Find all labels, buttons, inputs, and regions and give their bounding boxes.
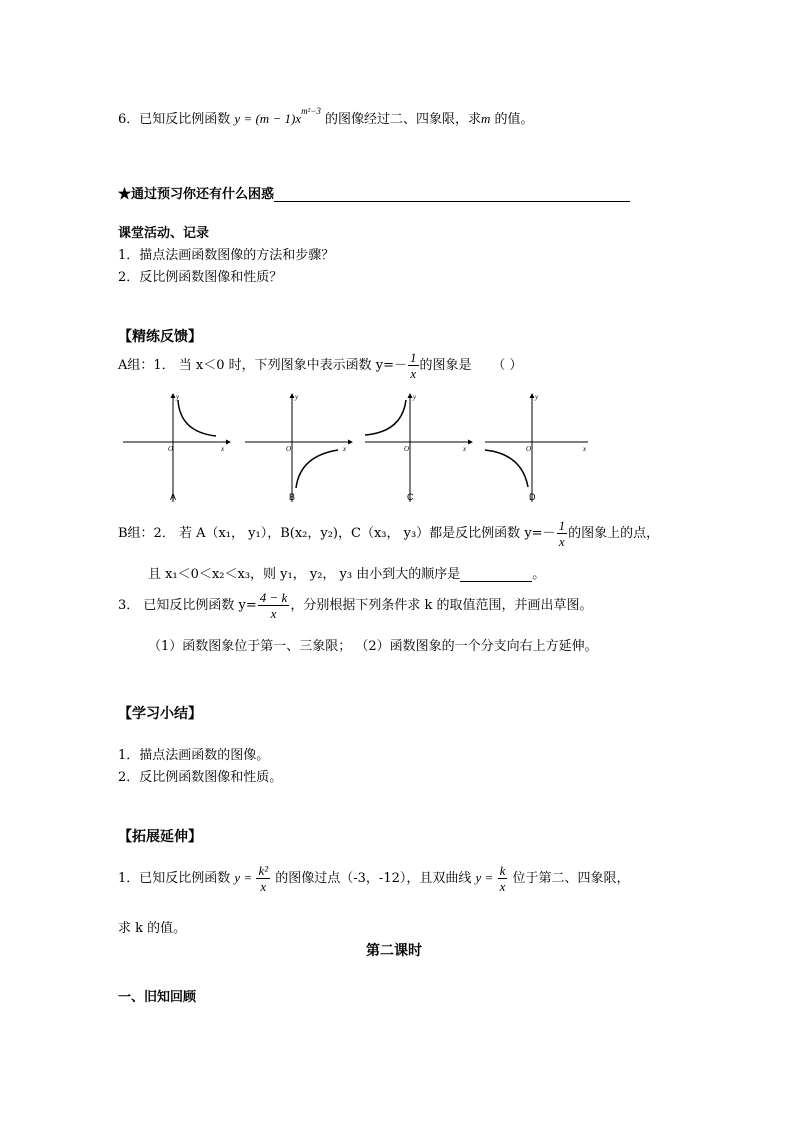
q6-suffix: 的图像经过二、四象限，求 — [320, 112, 481, 127]
confusion-label: ★通过预习你还有什么困惑 — [118, 187, 275, 202]
question-a1 — [118, 350, 522, 382]
q6-eq: = ( — [240, 111, 260, 126]
graph-c-label: C — [407, 492, 414, 502]
ext-q1-y: y — [234, 870, 241, 885]
q6-y: y — [234, 111, 241, 126]
graph-a-origin: O — [168, 445, 174, 453]
graph-c-origin: O — [404, 445, 410, 453]
q3-fraction — [258, 590, 290, 621]
a1-num: 1 — [410, 350, 417, 365]
b2-line2: 且 x₁＜0＜x₂＜x₃，则 y₁， y₂， y₃ 由小到大的顺序是 — [148, 567, 461, 582]
ext-q1-prefix: 1．已知反比例函数 — [118, 871, 235, 886]
b2-end: 。 — [532, 567, 546, 582]
ext-q1-line2: 求 k 的值。 — [118, 921, 187, 936]
graph-a[interactable] — [118, 390, 236, 505]
ext-q1-num2: k — [499, 863, 506, 878]
q6-exponent: m²−3 — [301, 105, 321, 116]
graph-b[interactable] — [245, 393, 353, 502]
b2-den: x — [558, 534, 565, 549]
question-3 — [118, 590, 592, 622]
ext-q1-fraction2 — [498, 863, 508, 894]
b2-suffix: 的图象上的点， — [568, 526, 660, 541]
ext-q1-eq: = — [240, 870, 256, 885]
q6-m: m — [259, 111, 270, 126]
q3-den: x — [270, 606, 277, 621]
ext-q1-y2: y — [475, 870, 482, 885]
graph-c-y: y — [413, 393, 417, 401]
graph-a-label: A — [170, 492, 177, 502]
ext-q1-mid: 的图像过点（-3，-12），且双曲线 — [271, 871, 476, 886]
question-b2 — [118, 518, 659, 550]
graph-b-x: x — [343, 445, 347, 453]
q3-conditions: （1）函数图象位于第一、三象限； （2）函数图象的一个分支向右上方延伸。 — [148, 639, 598, 654]
question-b2-line2 — [148, 563, 545, 582]
lesson-2-title: 第二课时 — [366, 943, 422, 959]
extension-q1 — [118, 860, 630, 897]
class-activity-title: 课堂活动、记录 — [118, 226, 210, 241]
review-heading: 一、旧知回顾 — [118, 990, 197, 1005]
graph-d-origin: O — [526, 445, 532, 453]
graph-c-x: x — [463, 445, 467, 453]
ext-q1-den: x — [260, 879, 267, 894]
graph-b-y: y — [295, 393, 299, 401]
ext-q1-num: k² — [258, 863, 269, 878]
graph-b-label: B — [289, 492, 296, 502]
summary-item-1: 1．描点法画函数的图像。 — [118, 748, 270, 763]
a1-prefix: A组：1． 当 x＜0 时，下列图象中表示函数 y=－ — [118, 358, 408, 373]
q3-suffix: ，分别根据下列条件求 k 的取值范围，并画出草图。 — [290, 598, 593, 613]
ext-q1-suffix: 位于第二、四象限， — [508, 871, 630, 886]
b2-prefix: B组：2． 若 A（x₁， y₁），B(x₂，y₂)，C（x₃， y₃）都是反比例函数 y=－ — [118, 526, 556, 541]
confusion-prompt — [118, 183, 630, 202]
q3-prefix: 3． 已知反比例函数 y= — [118, 598, 257, 613]
ext-q1-den2: x — [499, 879, 506, 894]
graph-d[interactable] — [485, 393, 588, 502]
ext-q1-fraction — [256, 863, 270, 894]
graph-d-x: x — [583, 445, 587, 453]
graph-d-label: D — [529, 492, 536, 502]
extension-heading: 【拓展延伸】 — [118, 829, 202, 845]
option-graphs — [118, 390, 588, 505]
summary-item-2: 2．反比例函数图像和性质。 — [118, 770, 283, 785]
graph-a-y: y — [176, 393, 180, 401]
b2-fraction — [557, 518, 568, 549]
b2-num: 1 — [558, 518, 566, 533]
q3-num: 4 − k — [259, 590, 288, 605]
a1-answer-paren[interactable]: （ ） — [492, 358, 523, 373]
a1-fraction — [408, 350, 419, 381]
graph-d-y: y — [535, 393, 539, 401]
ext-q1-eq2: = — [481, 870, 497, 885]
class-activity-item-2: 2．反比例函数图像和性质？ — [118, 270, 283, 285]
graph-a-x: x — [221, 445, 225, 453]
graph-c[interactable] — [365, 393, 473, 502]
confusion-blank[interactable] — [274, 187, 630, 202]
a1-suffix: 的图象是 — [419, 358, 472, 373]
question-6 — [118, 105, 534, 127]
graph-b-origin: O — [286, 445, 292, 453]
a1-den: x — [410, 366, 417, 381]
q6-suffix-end: 的值。 — [490, 112, 534, 127]
b2-answer-blank[interactable] — [460, 567, 532, 582]
summary-heading: 【学习小结】 — [118, 706, 202, 722]
feedback-heading: 【精练反馈】 — [118, 329, 202, 345]
q6-suffix-m: m — [480, 111, 491, 126]
q6-prefix: 6．已知反比例函数 — [118, 112, 235, 127]
class-activity-item-1: 1．描点法画函数图像的方法和步骤？ — [118, 248, 335, 263]
q6-rest: − 1)x — [269, 111, 302, 126]
